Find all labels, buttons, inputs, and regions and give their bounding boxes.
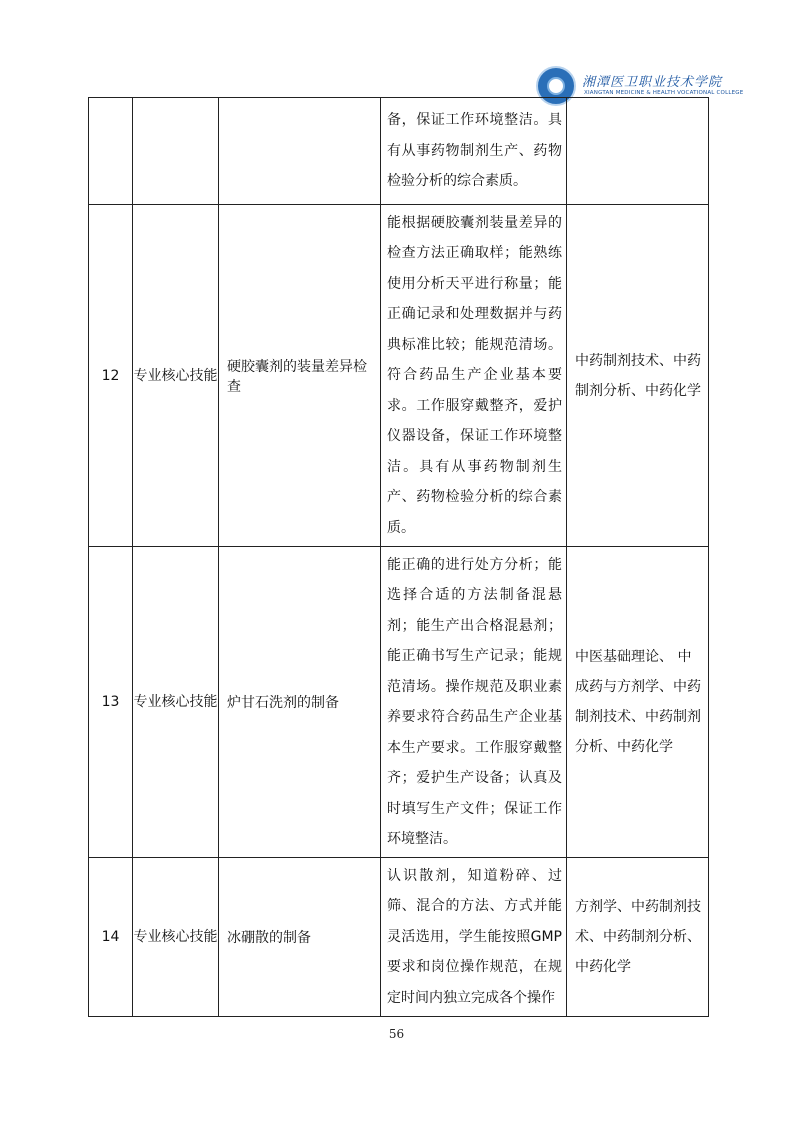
table-row	[89, 547, 709, 858]
skill-requirements: 能正确的进行处方分析；能选择合适的方法制备混悬剂；能生产出合格混悬剂；能正确书写生产记录；能规范清场。操作规范及职业素养要求符合药品生产企业基本生产要求。工作服穿戴整齐；爱护生产设备；认真及时填写生产文件；保证工作环境整洁。	[381, 547, 567, 858]
skill-type	[133, 98, 219, 205]
skill-name	[219, 98, 381, 205]
row-number: 12	[89, 205, 133, 547]
skill-name: 冰硼散的制备	[219, 858, 381, 1017]
related-courses: 方剂学、中药制剂技术、中药制剂分析、中药化学	[567, 858, 709, 1017]
row-number: 14	[89, 858, 133, 1017]
related-courses	[567, 98, 709, 205]
college-name-en: XIANGTAN MEDICINE & HEALTH VOCATIONAL COLLEGE	[584, 90, 744, 96]
skill-type: 专业核心技能	[133, 205, 219, 547]
skills-table	[88, 97, 709, 1017]
related-courses: 中医基础理论、 中成药与方剂学、中药制剂技术、中药制剂分析、中药化学	[567, 547, 709, 858]
row-number	[89, 98, 133, 205]
row-number: 13	[89, 547, 133, 858]
related-courses: 中药制剂技术、中药制剂分析、中药化学	[567, 205, 709, 547]
skill-requirements: 能根据硬胶囊剂装量差异的检查方法正确取样；能熟练使用分析天平进行称量；能正确记录和处理数据并与药典标准比较；能规范清场。符合药品生产企业基本要求。工作服穿戴整齐，爱护仪器设备，保证工作环境整洁。具有从事药物制剂生产、药物检验分析的综合素质。	[381, 205, 567, 547]
skill-requirements: 备，保证工作环境整洁。具有从事药物制剂生产、药物检验分析的综合素质。	[381, 98, 567, 205]
skill-requirements: 认识散剂，知道粉碎、过筛、混合的方法、方式并能灵活选用，学生能按照GMP要求和岗位操作规范，在规定时间内独立完成各个操作	[381, 858, 567, 1017]
skill-type: 专业核心技能	[133, 858, 219, 1017]
skill-name: 炉甘石洗剂的制备	[219, 547, 381, 858]
table-row	[89, 205, 709, 547]
college-name-cn: 湘潭医卫职业技术学院	[582, 75, 723, 90]
table-row	[89, 858, 709, 1017]
page-number: 56	[388, 1027, 405, 1041]
skill-type: 专业核心技能	[133, 547, 219, 858]
skill-name: 硬胶囊剂的装量差异检查	[219, 205, 381, 547]
table-row	[89, 98, 709, 205]
